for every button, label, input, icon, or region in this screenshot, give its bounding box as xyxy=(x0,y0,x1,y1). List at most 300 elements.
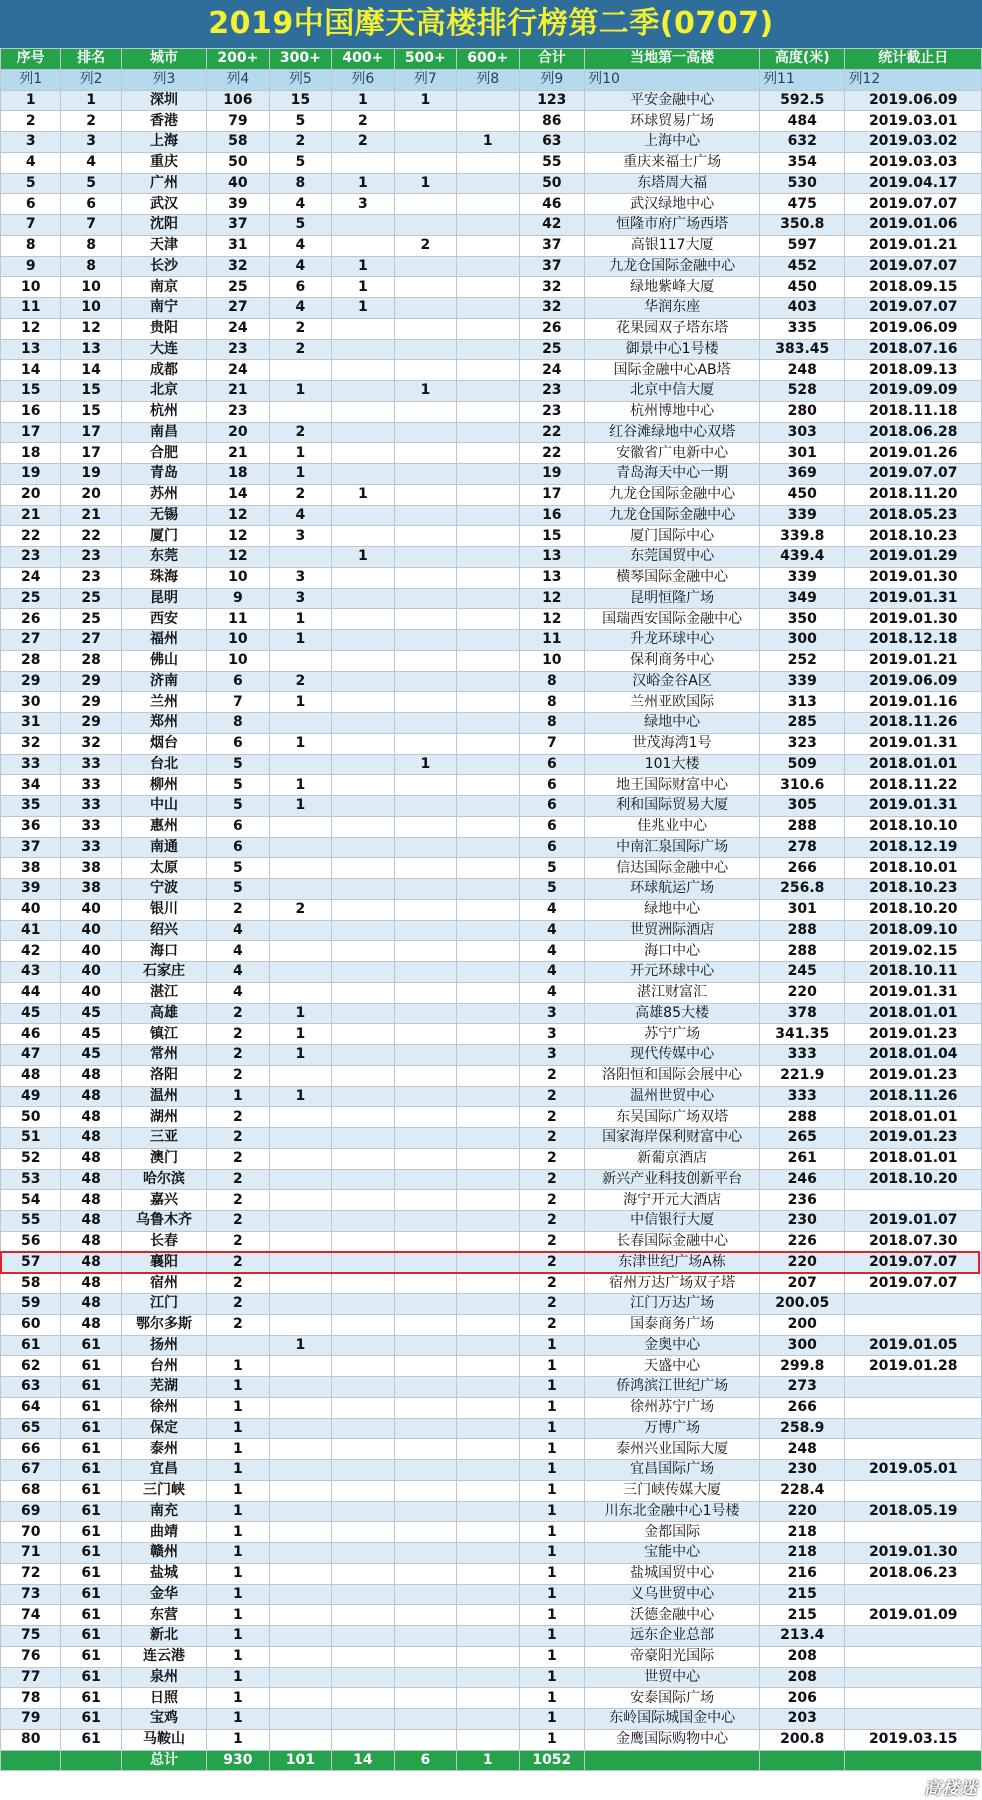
cell-c400 xyxy=(332,713,394,734)
cell-c200: 11 xyxy=(207,609,269,630)
cell-total: 12 xyxy=(519,588,585,609)
cell-height: 200 xyxy=(760,1314,845,1335)
cell-tallest: 九龙仓国际金融中心 xyxy=(585,484,760,505)
cell-date: 2019.01.05 xyxy=(845,1335,982,1356)
cell-seq: 4 xyxy=(1,152,61,173)
cell-date: 2018.10.01 xyxy=(845,858,982,879)
cell-tallest: 恒隆市府广场西塔 xyxy=(585,215,760,236)
cell-c300 xyxy=(269,754,331,775)
cell-rank: 17 xyxy=(61,422,121,443)
table-row xyxy=(1,879,982,900)
cell-city: 石家庄 xyxy=(121,962,206,983)
cell-rank: 61 xyxy=(61,1480,121,1501)
cell-tallest: 升龙环球中心 xyxy=(585,630,760,651)
cell-rank xyxy=(61,1750,121,1771)
table-row xyxy=(1,1273,982,1294)
header-row xyxy=(1,49,982,70)
cell-rank: 61 xyxy=(61,1460,121,1481)
cell-height: 207 xyxy=(760,1273,845,1294)
table-row xyxy=(1,588,982,609)
table-row xyxy=(1,90,982,111)
cell-total: 4 xyxy=(519,920,585,941)
cell-city: 曲靖 xyxy=(121,1522,206,1543)
table-row xyxy=(1,484,982,505)
cell-total: 1 xyxy=(519,1335,585,1356)
cell-c600 xyxy=(457,858,519,879)
table-row xyxy=(1,277,982,298)
cell-c200: 10 xyxy=(207,630,269,651)
cell-c500 xyxy=(394,1190,456,1211)
cell-c200: 2 xyxy=(207,1045,269,1066)
table-row xyxy=(1,401,982,422)
cell-total: 37 xyxy=(519,235,585,256)
cell-height: 333 xyxy=(760,1086,845,1107)
cell-seq: 80 xyxy=(1,1729,61,1750)
cell-c200: 21 xyxy=(207,443,269,464)
cell-c500 xyxy=(394,1460,456,1481)
cell-date: 2019.07.07 xyxy=(845,298,982,319)
cell-c400: 2 xyxy=(332,111,394,132)
cell-c200: 1 xyxy=(207,1460,269,1481)
cell-c400: 1 xyxy=(332,173,394,194)
cell-c300 xyxy=(269,1107,331,1128)
cell-seq: 21 xyxy=(1,505,61,526)
cell-total: 1 xyxy=(519,1563,585,1584)
cell-seq: 47 xyxy=(1,1045,61,1066)
cell-c300 xyxy=(269,1563,331,1584)
cell-seq: 45 xyxy=(1,1003,61,1024)
cell-height: 266 xyxy=(760,858,845,879)
cell-seq: 25 xyxy=(1,588,61,609)
cell-seq: 62 xyxy=(1,1356,61,1377)
cell-c200: 1 xyxy=(207,1626,269,1647)
cell-seq: 16 xyxy=(1,401,61,422)
cell-date: 2019.01.31 xyxy=(845,796,982,817)
cell-total: 2 xyxy=(519,1148,585,1169)
cell-height: 213.4 xyxy=(760,1626,845,1647)
cell-height: 350.8 xyxy=(760,215,845,236)
cell-rank: 45 xyxy=(61,1003,121,1024)
cell-c500 xyxy=(394,1377,456,1398)
cell-city: 列3 xyxy=(121,69,206,90)
cell-city: 杭州 xyxy=(121,401,206,422)
cell-date: 2018.01.01 xyxy=(845,1148,982,1169)
cell-tallest: 厦门国际中心 xyxy=(585,526,760,547)
cell-c500 xyxy=(394,630,456,651)
cell-c600 xyxy=(457,1397,519,1418)
cell-city: 宿州 xyxy=(121,1273,206,1294)
cell-tallest: 中南汇泉国际广场 xyxy=(585,837,760,858)
cell-c200: 2 xyxy=(207,1148,269,1169)
cell-height: 220 xyxy=(760,1501,845,1522)
cell-height: 632 xyxy=(760,132,845,153)
table-row xyxy=(1,1356,982,1377)
cell-c500 xyxy=(394,1667,456,1688)
cell-total: 42 xyxy=(519,215,585,236)
cell-c300: 5 xyxy=(269,111,331,132)
cell-height: 335 xyxy=(760,318,845,339)
cell-height: 301 xyxy=(760,443,845,464)
cell-total: 15 xyxy=(519,526,585,547)
table-row xyxy=(1,1543,982,1564)
cell-c400 xyxy=(332,318,394,339)
cell-c400 xyxy=(332,1024,394,1045)
cell-c300 xyxy=(269,1169,331,1190)
cell-c200: 2 xyxy=(207,1273,269,1294)
cell-tallest: 海宁开元大酒店 xyxy=(585,1190,760,1211)
cell-c300 xyxy=(269,1584,331,1605)
cell-tallest: 绿地紫峰大厦 xyxy=(585,277,760,298)
cell-c200: 1 xyxy=(207,1543,269,1564)
cell-city: 苏州 xyxy=(121,484,206,505)
cell-height: 高度(米) xyxy=(760,49,845,70)
cell-tallest: 佳兆业中心 xyxy=(585,816,760,837)
cell-c600 xyxy=(457,277,519,298)
cell-height: 226 xyxy=(760,1231,845,1252)
cell-c300 xyxy=(269,1128,331,1149)
cell-c600 xyxy=(457,837,519,858)
cell-rank: 15 xyxy=(61,381,121,402)
table-row xyxy=(1,298,982,319)
cell-c400 xyxy=(332,941,394,962)
cell-c500 xyxy=(394,1128,456,1149)
cell-c200: 39 xyxy=(207,194,269,215)
cell-c600 xyxy=(457,1169,519,1190)
cell-city: 三亚 xyxy=(121,1128,206,1149)
cell-rank: 40 xyxy=(61,982,121,1003)
cell-c200: 106 xyxy=(207,90,269,111)
cell-c400 xyxy=(332,1356,394,1377)
cell-total: 2 xyxy=(519,1065,585,1086)
table-row xyxy=(1,318,982,339)
cell-total: 2 xyxy=(519,1107,585,1128)
cell-city: 太原 xyxy=(121,858,206,879)
cell-c200: 1 xyxy=(207,1584,269,1605)
cell-city: 洛阳 xyxy=(121,1065,206,1086)
cell-rank: 8 xyxy=(61,256,121,277)
cell-c200: 31 xyxy=(207,235,269,256)
cell-total: 55 xyxy=(519,152,585,173)
cell-rank: 40 xyxy=(61,962,121,983)
cell-c200: 1 xyxy=(207,1418,269,1439)
cell-c200: 20 xyxy=(207,422,269,443)
cell-c500 xyxy=(394,1626,456,1647)
cell-seq: 40 xyxy=(1,899,61,920)
cell-date: 统计截止日 xyxy=(845,49,982,70)
cell-rank: 61 xyxy=(61,1563,121,1584)
cell-c400: 1 xyxy=(332,547,394,568)
table-row xyxy=(1,526,982,547)
cell-total: 合计 xyxy=(519,49,585,70)
table-row xyxy=(1,1729,982,1750)
cell-rank: 48 xyxy=(61,1128,121,1149)
cell-c400 xyxy=(332,1563,394,1584)
cell-c400: 2 xyxy=(332,132,394,153)
cell-seq: 59 xyxy=(1,1294,61,1315)
cell-c200: 1 xyxy=(207,1480,269,1501)
cell-c300: 列5 xyxy=(269,69,331,90)
cell-c300 xyxy=(269,713,331,734)
cell-seq: 序号 xyxy=(1,49,61,70)
cell-height: 215 xyxy=(760,1605,845,1626)
cell-total: 17 xyxy=(519,484,585,505)
cell-city: 湛江 xyxy=(121,982,206,1003)
table-row xyxy=(1,1709,982,1730)
cell-date: 列12 xyxy=(845,69,982,90)
cell-height: 530 xyxy=(760,173,845,194)
cell-seq: 72 xyxy=(1,1563,61,1584)
cell-total: 1 xyxy=(519,1356,585,1377)
cell-tallest: 新葡京酒店 xyxy=(585,1148,760,1169)
cell-city: 马鞍山 xyxy=(121,1729,206,1750)
cell-date: 2018.09.13 xyxy=(845,360,982,381)
cell-c600 xyxy=(457,401,519,422)
table-row xyxy=(1,235,982,256)
cell-c400 xyxy=(332,567,394,588)
cell-c600 xyxy=(457,796,519,817)
cell-height: 218 xyxy=(760,1522,845,1543)
cell-c600 xyxy=(457,422,519,443)
cell-city: 济南 xyxy=(121,671,206,692)
cell-city: 南宁 xyxy=(121,298,206,319)
cell-c600 xyxy=(457,1522,519,1543)
cell-c500 xyxy=(394,1065,456,1086)
cell-seq: 26 xyxy=(1,609,61,630)
cell-rank: 61 xyxy=(61,1439,121,1460)
cell-height: 208 xyxy=(760,1667,845,1688)
cell-c200: 4 xyxy=(207,982,269,1003)
cell-seq: 58 xyxy=(1,1273,61,1294)
cell-tallest: 青岛海天中心一期 xyxy=(585,464,760,485)
cell-date: 2019.01.28 xyxy=(845,1356,982,1377)
cell-seq: 10 xyxy=(1,277,61,298)
cell-city: 郑州 xyxy=(121,713,206,734)
table-row xyxy=(1,464,982,485)
cell-c600 xyxy=(457,1646,519,1667)
cell-c500 xyxy=(394,1543,456,1564)
cell-city: 嘉兴 xyxy=(121,1190,206,1211)
cell-date xyxy=(845,1522,982,1543)
cell-seq: 8 xyxy=(1,235,61,256)
cell-c600 xyxy=(457,381,519,402)
cell-date: 2018.11.18 xyxy=(845,401,982,422)
cell-city: 合肥 xyxy=(121,443,206,464)
cell-height: 403 xyxy=(760,298,845,319)
table-row xyxy=(1,339,982,360)
cell-tallest: 金鹰国际购物中心 xyxy=(585,1729,760,1750)
cell-c500 xyxy=(394,1211,456,1232)
cell-c500 xyxy=(394,111,456,132)
cell-date: 2019.01.31 xyxy=(845,733,982,754)
cell-c300: 4 xyxy=(269,256,331,277)
cell-tallest: 保利商务中心 xyxy=(585,650,760,671)
cell-c200: 5 xyxy=(207,775,269,796)
cell-total: 8 xyxy=(519,713,585,734)
cell-height: 339 xyxy=(760,505,845,526)
cell-c600 xyxy=(457,671,519,692)
cell-c400 xyxy=(332,879,394,900)
cell-city: 上海 xyxy=(121,132,206,153)
cell-c500 xyxy=(394,194,456,215)
cell-tallest: 帝豪阳光国际 xyxy=(585,1646,760,1667)
cell-tallest: 高银117大厦 xyxy=(585,235,760,256)
cell-city: 宁波 xyxy=(121,879,206,900)
cell-date: 2018.05.19 xyxy=(845,1501,982,1522)
cell-height: 323 xyxy=(760,733,845,754)
cell-total: 2 xyxy=(519,1169,585,1190)
cell-c200: 12 xyxy=(207,526,269,547)
cell-c600 xyxy=(457,173,519,194)
cell-tallest: 花果园双子塔东塔 xyxy=(585,318,760,339)
table-row xyxy=(1,1065,982,1086)
cell-tallest: 洛阳恒和国际会展中心 xyxy=(585,1065,760,1086)
cell-total: 8 xyxy=(519,671,585,692)
cell-c200: 18 xyxy=(207,464,269,485)
cell-city: 广州 xyxy=(121,173,206,194)
cell-date: 2018.11.22 xyxy=(845,775,982,796)
cell-c300: 2 xyxy=(269,899,331,920)
cell-rank: 8 xyxy=(61,235,121,256)
cell-c400 xyxy=(332,588,394,609)
cell-height: 339 xyxy=(760,567,845,588)
cell-c300: 1 xyxy=(269,733,331,754)
cell-tallest: 国瑞西安国际金融中心 xyxy=(585,609,760,630)
cell-city: 东营 xyxy=(121,1605,206,1626)
cell-c300 xyxy=(269,1709,331,1730)
cell-tallest: 信达国际金融中心 xyxy=(585,858,760,879)
cell-date xyxy=(845,1418,982,1439)
cell-tallest: 当地第一高楼 xyxy=(585,49,760,70)
cell-date: 2019.01.30 xyxy=(845,609,982,630)
cell-tallest: 绿地中心 xyxy=(585,899,760,920)
cell-c400 xyxy=(332,837,394,858)
cell-total: 4 xyxy=(519,982,585,1003)
cell-c300 xyxy=(269,1501,331,1522)
cell-c400 xyxy=(332,1190,394,1211)
cell-c200: 2 xyxy=(207,1003,269,1024)
cell-height: 450 xyxy=(760,277,845,298)
table-row xyxy=(1,1646,982,1667)
cell-rank: 61 xyxy=(61,1688,121,1709)
cell-tallest: 国家海岸保利财富中心 xyxy=(585,1128,760,1149)
cell-c300 xyxy=(269,1418,331,1439)
cell-c300 xyxy=(269,879,331,900)
table-row xyxy=(1,1107,982,1128)
cell-c600 xyxy=(457,567,519,588)
cell-c300 xyxy=(269,1667,331,1688)
cell-tallest: 横琴国际金融中心 xyxy=(585,567,760,588)
cell-tallest: 红谷滩绿地中心双塔 xyxy=(585,422,760,443)
cell-c400 xyxy=(332,775,394,796)
cell-date xyxy=(845,1190,982,1211)
cell-c500: 500+ xyxy=(394,49,456,70)
cell-city: 徐州 xyxy=(121,1397,206,1418)
cell-c600 xyxy=(457,1045,519,1066)
cell-seq: 44 xyxy=(1,982,61,1003)
cell-c500 xyxy=(394,1418,456,1439)
cell-c500 xyxy=(394,567,456,588)
cell-c300 xyxy=(269,1522,331,1543)
cell-total: 23 xyxy=(519,381,585,402)
cell-c600 xyxy=(457,1128,519,1149)
cell-date: 2019.01.26 xyxy=(845,443,982,464)
cell-height: 288 xyxy=(760,816,845,837)
cell-city: 南昌 xyxy=(121,422,206,443)
cell-seq: 29 xyxy=(1,671,61,692)
table-row xyxy=(1,899,982,920)
cell-date: 2018.09.15 xyxy=(845,277,982,298)
cell-c500 xyxy=(394,1356,456,1377)
cell-c300: 2 xyxy=(269,484,331,505)
cell-tallest: 北京中信大厦 xyxy=(585,381,760,402)
cell-date xyxy=(845,1750,982,1771)
cell-c500 xyxy=(394,1169,456,1190)
table-row xyxy=(1,796,982,817)
cell-c200: 2 xyxy=(207,1252,269,1273)
cell-height: 299.8 xyxy=(760,1356,845,1377)
cell-date: 2018.09.10 xyxy=(845,920,982,941)
cell-c500 xyxy=(394,588,456,609)
cell-city: 日照 xyxy=(121,1688,206,1709)
cell-c300: 15 xyxy=(269,90,331,111)
cell-city: 东莞 xyxy=(121,547,206,568)
cell-total: 25 xyxy=(519,339,585,360)
cell-total: 32 xyxy=(519,277,585,298)
cell-c600 xyxy=(457,1003,519,1024)
cell-seq: 68 xyxy=(1,1480,61,1501)
cell-c300: 1 xyxy=(269,1335,331,1356)
cell-c500: 6 xyxy=(394,1750,456,1771)
cell-city: 长春 xyxy=(121,1231,206,1252)
cell-rank: 48 xyxy=(61,1190,121,1211)
cell-c300 xyxy=(269,1273,331,1294)
cell-seq: 39 xyxy=(1,879,61,900)
cell-rank: 61 xyxy=(61,1605,121,1626)
cell-date: 2019.02.15 xyxy=(845,941,982,962)
cell-seq: 1 xyxy=(1,90,61,111)
table-row xyxy=(1,1169,982,1190)
table-row xyxy=(1,443,982,464)
cell-c300: 8 xyxy=(269,173,331,194)
cell-date: 2019.01.30 xyxy=(845,1543,982,1564)
cell-city: 泰州 xyxy=(121,1439,206,1460)
cell-height: 300 xyxy=(760,630,845,651)
cell-height: 266 xyxy=(760,1397,845,1418)
cell-c400 xyxy=(332,401,394,422)
cell-rank: 61 xyxy=(61,1729,121,1750)
cell-c200: 2 xyxy=(207,1211,269,1232)
cell-total: 1 xyxy=(519,1709,585,1730)
cell-height: 285 xyxy=(760,713,845,734)
cell-city: 泉州 xyxy=(121,1667,206,1688)
cell-c500 xyxy=(394,1086,456,1107)
cell-date: 2018.10.20 xyxy=(845,899,982,920)
cell-c600 xyxy=(457,111,519,132)
cell-city: 宜昌 xyxy=(121,1460,206,1481)
cell-seq: 12 xyxy=(1,318,61,339)
cell-c500 xyxy=(394,671,456,692)
cell-total: 1 xyxy=(519,1605,585,1626)
cell-c300: 1 xyxy=(269,381,331,402)
cell-height: 252 xyxy=(760,650,845,671)
cell-tallest: 万博广场 xyxy=(585,1418,760,1439)
cell-date: 2018.11.26 xyxy=(845,1086,982,1107)
cell-seq: 73 xyxy=(1,1584,61,1605)
cell-height: 208 xyxy=(760,1646,845,1667)
cell-total: 11 xyxy=(519,630,585,651)
cell-c300 xyxy=(269,1252,331,1273)
cell-seq: 57 xyxy=(1,1252,61,1273)
